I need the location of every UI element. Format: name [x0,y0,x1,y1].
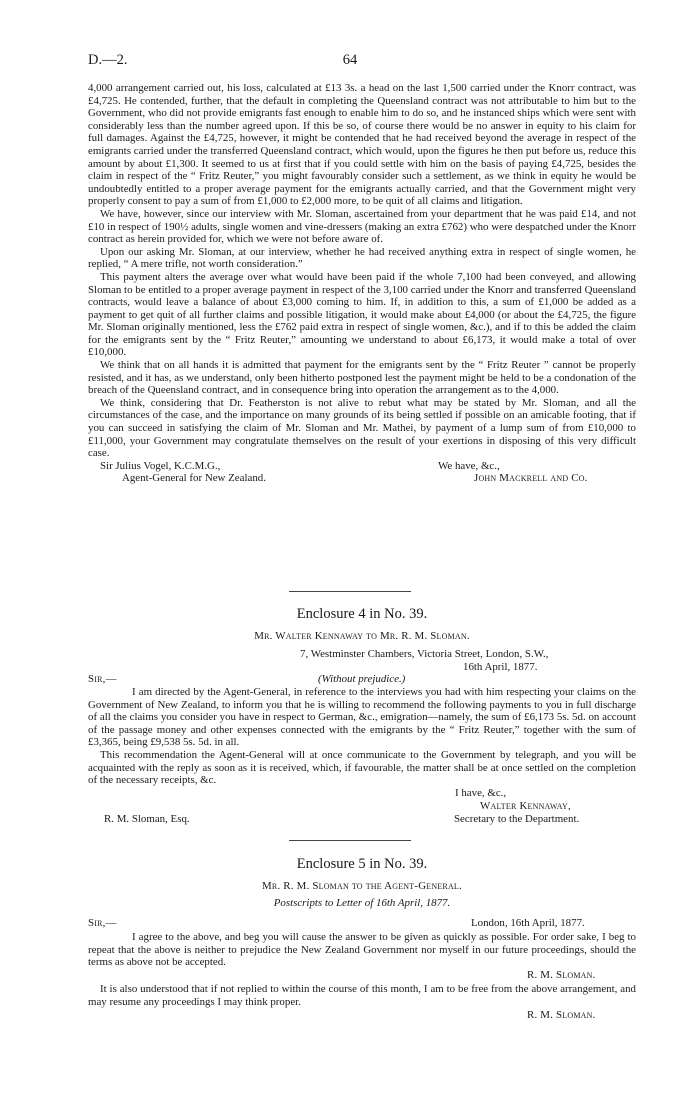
enclosure-4-address: 7, Westminster Chambers, Victoria Street, London, S.W., [300,648,549,660]
page-number: 64 [342,52,358,68]
enclosure-5-paragraph: I agree to the above, and beg you will cause the answer to be given as quickly as possible. For order sake, I beg to repeat that the above is neither to prejudice the New Zealand Government nor myself in our future proceedings, should the terms as above not be accepted. [88,931,636,969]
enclosure-4-title: Enclosure 4 in No. 39. [296,606,428,622]
enclosure-5-salutation: Sir,— [88,917,117,929]
enclosure-4-body [88,686,636,787]
enclosure-5-paragraph-1 [88,931,636,969]
report-letter [88,82,636,485]
enclosure-4-salutation: Sir,— [88,673,117,685]
report-paragraph: We think that on all hands it is admitted that payment for the emigrants sent by the “ Fritz Reuter ” cannot be properly resisted, and it has, as we understand, only been hitherto postponed lest the payment might be held to be a condonation of the breach of the Queensland contract, and in consequence bring into operation the arrangement as to the 4,000. [88,359,636,397]
signature: John Mackrell and Co. [474,472,588,485]
section-divider [289,591,411,592]
enclosure-4-signature-title: Secretary to the Department. [454,813,580,825]
report-paragraph: We think, considering that Dr. Featherston is not alive to rebut what may be stated by Mr. Sloman, and all the circumstances of the case, and the importance on many grounds of its being settled if possible on an amicable footing, that if you can succeed in satisfying the claim of Mr. Sloman and Mr. Mathei, by payment of a lump sum of from £10,000 to £11,000, your Government may congratulate themselves on the result of your exertions in disposing of this very difficult case. [88,396,636,460]
enclosure-5-signature-1: R. M. Sloman. [527,969,596,981]
enclosure-4-closing: I have, &c., [455,787,507,799]
report-paragraph: 4,000 arrangement carried out, his loss, calculated at £13 3s. a head on the last 1,500 carried under the Knorr contract, was £4,725. He contended, further, that the default in completing the Queensland contract was not attributable to him but to the Government, who did not provide emigrants fast enough to enable him to do so, and he instanced ships which were sent with considerably less than the number agreed upon. If this be so, of course there would be no answer in equity to his claim for full damages. Against the £4,725, however, it might be contended that he had received beyond the average in respect of the emigrants carried under the transferred Queensland contract, which would, upon the figures he then put before us, reduce this amount by about £1,300. It seemed to us at first that if you could settle with him on the basis of paying £4,725, besides the claim in respect of the “ Fritz Reuter,” you might favourably consider such a settlement, as we think in equity he would be undoubtedly entitled to a proper average payment for the emigrants actually carried, and that the Government might very properly consent to pay a sum of from £1,000 to £2,000 more, to be quit of all claims and litigation. [88,82,636,208]
report-paragraph: Upon our asking Mr. Sloman, at our interview, whether he had received anything extra in respect of single women, he replied, “ A mere trifle, not worth consideration.” [88,245,636,271]
addressee-title: Agent-General for New Zealand. [122,472,266,485]
document-reference: D.—2. [88,52,128,68]
report-paragraph: This payment alters the average over what would have been paid if the whole 7,100 had been conveyed, and allowing Sloman to be entitled to a proper average payment in respect of the 3,100 carried under the Knorr and transferred Queensland contracts, would leave a balance of about £3,000 coming to him. If, in addition to this, a sum of £1,000 be added as a payment to get quit of all further claims and possible litigation, it would make about £4,000 (or about the £4,725, the figure Mr. Sloman originally mentioned, less the £762 paid extra in respect of single women, &c.), and if to this be added the claim for the emigrants sent by the “ Fritz Reuter,” amounting we understand to about £6,173, it would make a total of over £10,000. [88,270,636,359]
enclosure-5-paragraph: It is also understood that if not replied to within the course of this month, I am to be free from the above arrangement, and may resume any proceedings I may think proper. [88,983,636,1008]
enclosure-4-paragraph: I am directed by the Agent-General, in reference to the interviews you had with him respecting your claims on the Government of New Zealand, to inform you that he is willing to recommend the following payments to you in full discharge of all the claims you consider you have in respect to German, &c., emigration—namely, the sum of £6,173 5s. 5d. on account of the passage money and other expenses connected with the emigrants by the “ Fritz Reuter,” together with the sum of £3,365, being £9,538 5s. 5d. in all. [88,686,636,749]
enclosure-5-postscript-heading: Postscripts to Letter of 16th April, 1877. [273,897,451,909]
enclosure-5-date: London, 16th April, 1877. [471,917,585,929]
enclosure-5-from-to: Mr. R. M. Sloman to the Agent-General. [262,880,462,892]
addressee-name: Sir Julius Vogel, K.C.M.G., [100,459,221,472]
page-header [88,52,612,70]
enclosure-5-paragraph-2 [88,983,636,1008]
enclosure-5-title: Enclosure 5 in No. 39. [296,856,428,872]
closing: We have, &c., [438,459,500,472]
enclosure-4-addressee: R. M. Sloman, Esq. [104,813,190,825]
enclosure-4-signature: Walter Kennaway, [480,800,571,812]
enclosure-4-note: (Without prejudice.) [318,673,406,685]
section-divider [289,840,411,841]
report-signature-block [88,460,636,485]
enclosure-4-from-to: Mr. Walter Kennaway to Mr. R. M. Sloman. [254,630,470,642]
enclosure-4-paragraph: This recommendation the Agent-General will at once communicate to the Government by telegraph, and you will be acquainted with the reply as soon as it is received, which, if favourable, the matter shall be at once settled on the completion of the necessary receipts, &c. [88,748,636,787]
report-paragraph: We have, however, since our interview with Mr. Sloman, ascertained from your department that he was paid £14, and not £10 in respect of 190½ adults, single women and vine-dressers (making an extra £762) who were despatched under the Knorr contract as herein provided for, which we were not before aware of. [88,207,636,246]
enclosure-4-date: 16th April, 1877. [463,661,538,673]
enclosure-5-signature-2: R. M. Sloman. [527,1009,596,1021]
